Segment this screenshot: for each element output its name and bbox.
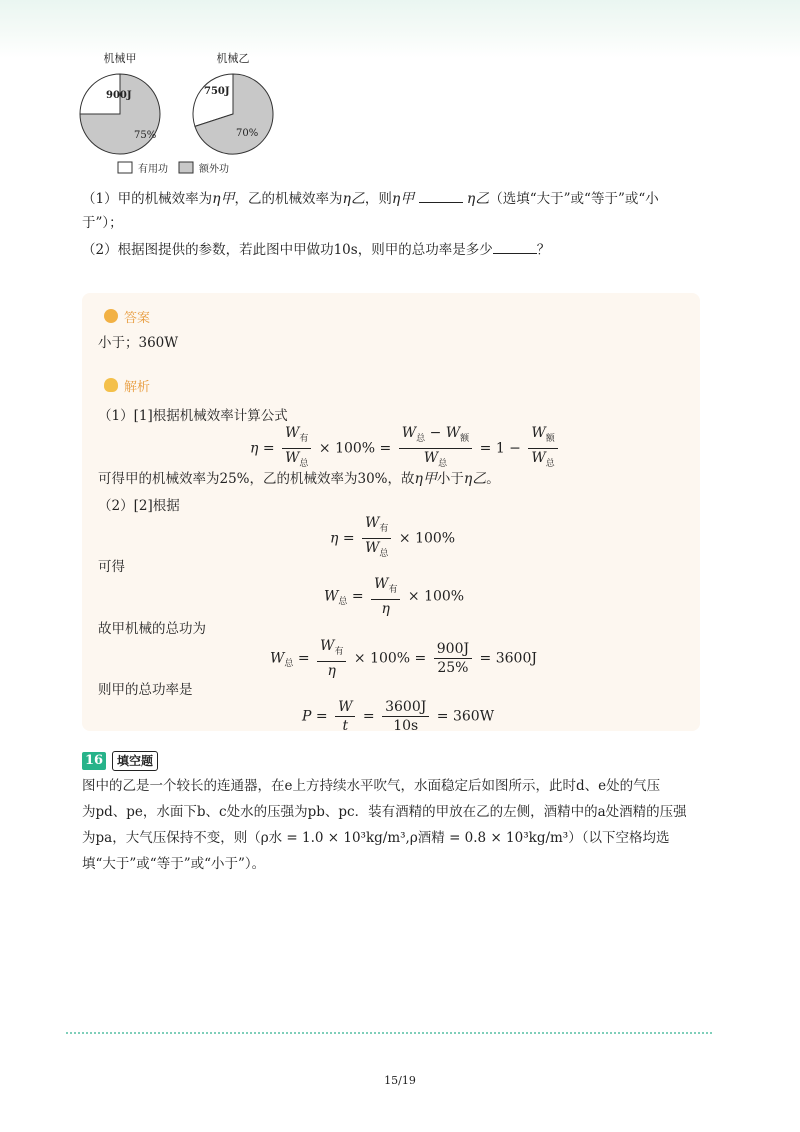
question-part1-line2: 于”）；	[82, 215, 123, 231]
pie-a-useful-label: 900J	[106, 90, 132, 101]
footer-divider	[66, 1032, 712, 1034]
analysis-tag: 解析	[124, 380, 151, 395]
analysis-p2: 可得甲的机械效率为25%，乙的机械效率为30%，故η甲小于η乙。	[98, 471, 500, 487]
analysis-p3: （2）[2]根据	[98, 498, 180, 514]
formula-total-work-value: $W_总$ = $\frac{W_有}{\eta}$ × 100% = $\frac{900J}{25\%}$ = 3600J	[270, 638, 537, 679]
q16-line3: 为pa，大气压保持不变，则（ρ水 = 1.0 × 10³kg/m³,ρ酒精 = 0.8 × 10³kg/m³）（以下空格均选	[82, 830, 670, 846]
q16-line2: 为pd、pe，水面下b、c处水的压强为pb、pc．装有酒精的甲放在乙的左侧，酒精中的a处酒精的压强	[82, 804, 687, 820]
analysis-p4: 可得	[98, 559, 125, 575]
analysis-p5: 故甲机械的总功为	[98, 621, 206, 637]
analysis-p6: 则甲的总功率是	[98, 682, 193, 698]
formula-efficiency: η = $\frac{W_有}{W_总}$ × 100% = $\frac{W_总 - W_额}{W_总}$ = 1 − $\frac{W_额}{W_总}$	[250, 424, 561, 473]
pie-b-title: 机械乙	[216, 53, 250, 65]
check-icon	[104, 309, 118, 323]
q16-line4: 填“大于”或“等于”或“小于”）。	[82, 856, 266, 872]
formula-eta: η = $\frac{W_有}{W_总}$ × 100%	[330, 515, 456, 559]
legend-extra-label: 额外功	[199, 164, 229, 175]
q16-line1: 图中的乙是一个较长的连通器，在e上方持续水平吹气，水面稳定后如图所示，此时d、e处的气压	[82, 778, 661, 794]
legend-useful-swatch	[118, 162, 132, 173]
answer-blank-2[interactable]	[493, 239, 537, 254]
pie-b-extra-label: 70%	[236, 128, 259, 139]
formula-total-work: $W_总$ = $\frac{W_有}{\eta}$ × 100%	[324, 576, 465, 617]
legend-extra-swatch	[179, 162, 193, 173]
answer-blank-1[interactable]	[419, 188, 463, 203]
pie-b-useful-label: 750J	[204, 86, 230, 97]
question-type-badge: 填空题	[112, 751, 158, 771]
question-part1: （1）甲的机械效率为η甲，乙的机械效率为η乙，则η甲 η乙（选填“大于”或“等于”或“小	[82, 187, 702, 211]
pie-a-title: 机械甲	[103, 53, 137, 65]
question-number: 16	[82, 752, 106, 770]
lightbulb-icon	[104, 378, 118, 392]
question-part2: （2）根据图提供的参数，若此图中甲做功10s，则甲的总功率是多少 ？	[82, 238, 702, 262]
page-number: 15/19	[384, 1074, 416, 1087]
answer-text: 小于；360W	[98, 335, 179, 351]
pie-a-extra-label: 75%	[134, 130, 157, 141]
formula-power: P = $\frac{W}{t}$ = $\frac{3600J}{10s}$ = 360W	[302, 699, 495, 734]
analysis-p1: （1）[1]根据机械效率计算公式	[98, 408, 288, 424]
efficiency-pie-charts	[76, 50, 286, 180]
answer-tag: 答案	[124, 311, 151, 326]
legend-useful-label: 有用功	[138, 164, 168, 175]
pie-a	[80, 74, 160, 154]
